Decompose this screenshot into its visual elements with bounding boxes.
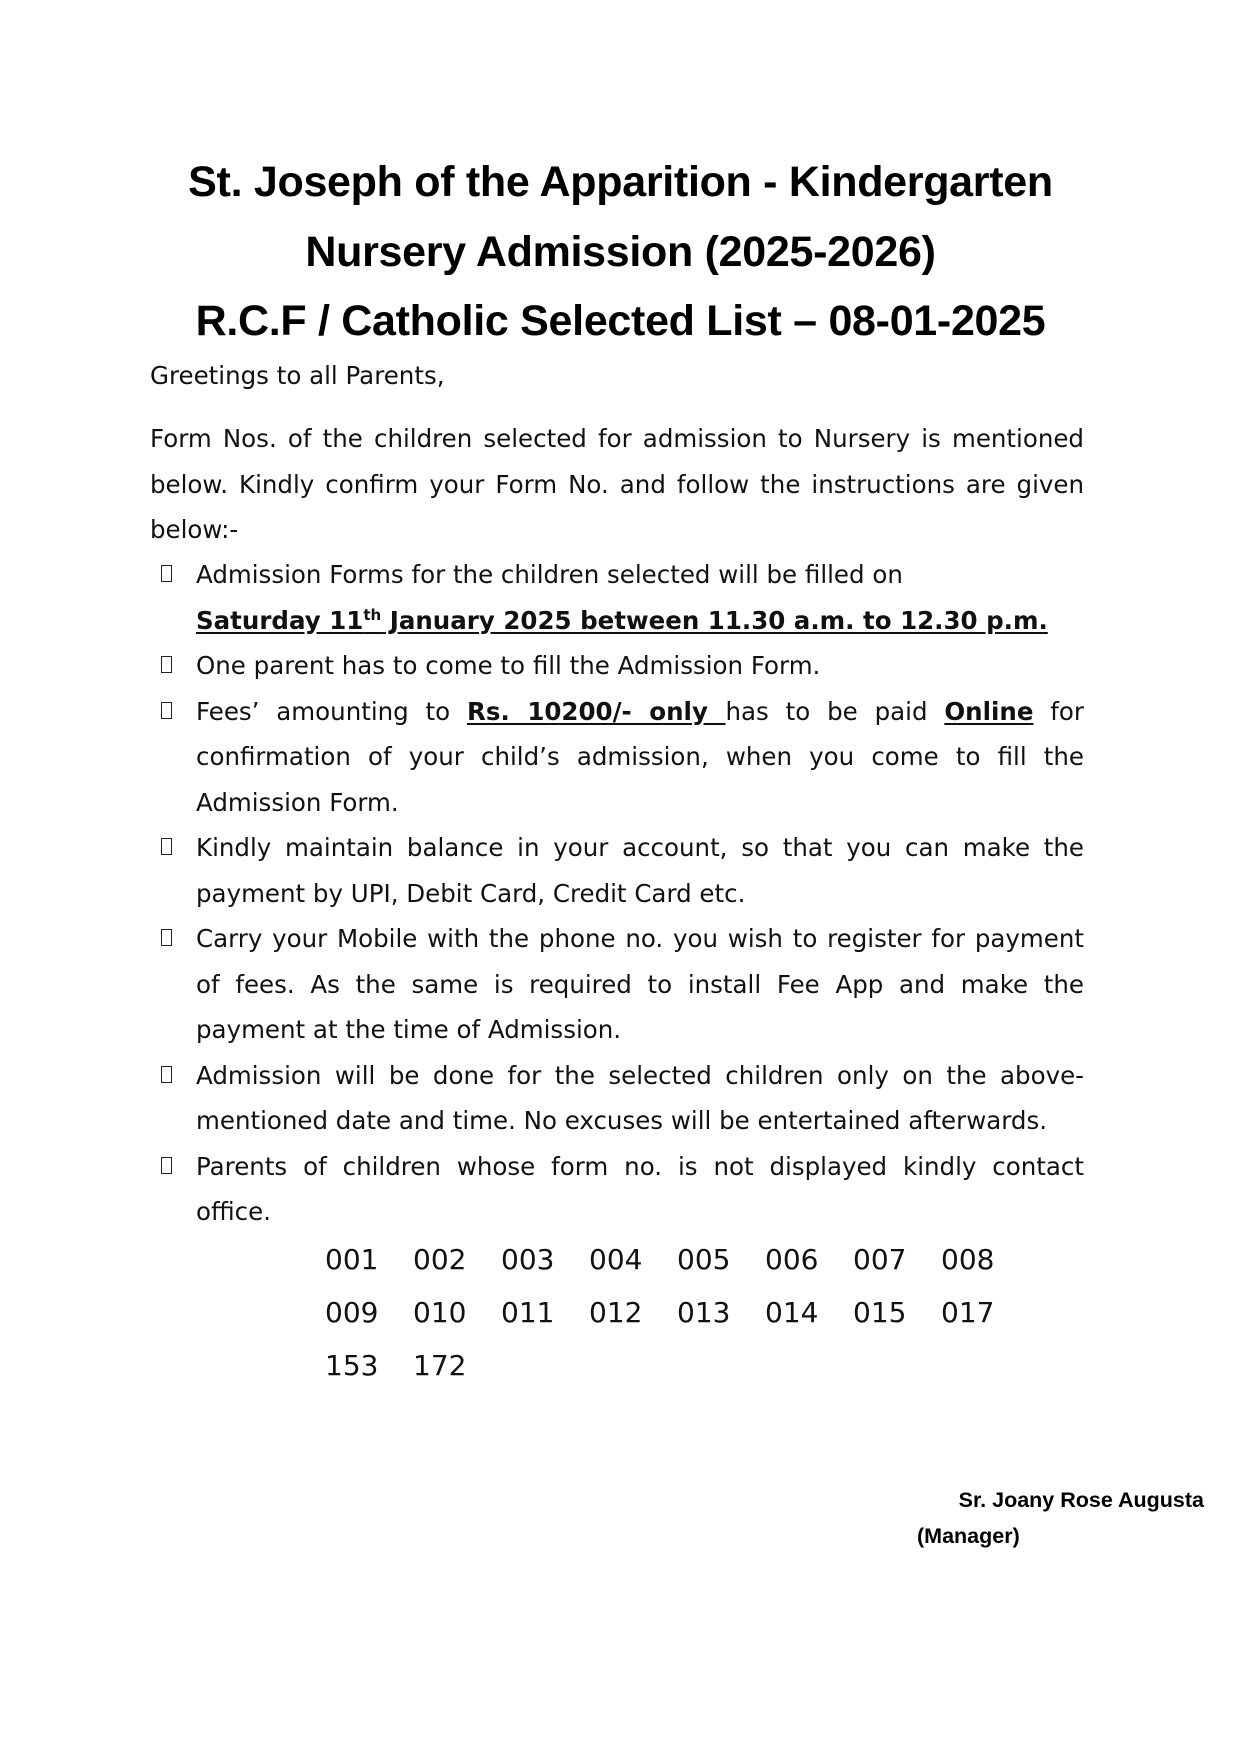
form-number: 010 — [413, 1296, 467, 1329]
square-bullet-icon — [161, 565, 172, 582]
instruction-text: One parent has to come to fill the Admission Form. — [196, 651, 821, 680]
instruction-item: Fees’ amounting to Rs. 10200/- only has to be paid Online for confirmation of your child’s admission, when you come to fill the Admission Form. — [150, 689, 1084, 826]
form-number: 007 — [853, 1243, 907, 1276]
square-bullet-icon — [161, 1066, 172, 1083]
square-bullet-icon — [161, 1157, 172, 1174]
form-number: 001 — [325, 1243, 379, 1276]
instructions-list — [150, 552, 1084, 1235]
instruction-item — [150, 825, 1084, 916]
form-number: 006 — [765, 1243, 819, 1276]
instruction-text: Kindly maintain balance in your account, so that you can make the payment by UPI, Debit Card, Credit Card etc. — [196, 833, 1084, 908]
square-bullet-icon — [161, 702, 172, 719]
form-number: 005 — [677, 1243, 731, 1276]
instruction-item — [150, 643, 1084, 689]
instruction-item — [150, 552, 1084, 643]
form-number: 012 — [589, 1296, 643, 1329]
square-bullet-icon — [161, 929, 172, 946]
instruction-text: Admission will be done for the selected children only on the above-mentioned date and time. No excuses will be entertained afterwards. — [196, 1060, 1084, 1135]
greeting-text: Greetings to all Parents, — [150, 361, 445, 390]
instruction-item — [150, 916, 1084, 1053]
instruction-text: Admission Forms for the children selected will be filled on — [196, 560, 903, 589]
instruction-item — [150, 1144, 1084, 1235]
admission-date: Saturday 11th January 2025 between 11.30 a.m. to 12.30 p.m. — [196, 605, 1048, 635]
form-number: 017 — [941, 1296, 995, 1329]
form-number: 009 — [325, 1296, 379, 1329]
fee-amount: Rs. 10200/- only — [467, 696, 726, 726]
form-number: 014 — [765, 1296, 819, 1329]
instruction-item — [150, 1053, 1084, 1144]
title-admission: Nursery Admission (2025-2026) — [305, 228, 936, 276]
signatory-role: (Manager) — [917, 1524, 1020, 1548]
form-number: 011 — [501, 1296, 555, 1329]
square-bullet-icon — [161, 838, 172, 855]
form-number: 004 — [589, 1243, 643, 1276]
payment-mode: Online — [944, 696, 1034, 726]
form-number: 002 — [413, 1243, 467, 1276]
form-number-grid — [325, 1233, 1029, 1392]
instruction-text: Parents of children whose form no. is not displayed kindly contact office. — [196, 1151, 1084, 1226]
form-number: 003 — [501, 1243, 555, 1276]
intro-paragraph: Form Nos. of the children selected for admission to Nursery is mentioned below. Kindly confirm your Form No. and follow the instructions are given below:- — [150, 424, 1084, 544]
form-number: 008 — [941, 1243, 995, 1276]
instruction-text: Carry your Mobile with the phone no. you wish to register for payment of fees. As the same is required to install Fee App and make the payment at the time of Admission. — [196, 924, 1084, 1044]
square-bullet-icon — [161, 656, 172, 673]
signatory-name: Sr. Joany Rose Augusta — [958, 1488, 1204, 1512]
form-number: 015 — [853, 1296, 907, 1329]
instruction-text: Fees’ amounting to — [196, 696, 467, 726]
title-school-name: St. Joseph of the Apparition - Kindergarten — [188, 158, 1053, 206]
title-selected-list: R.C.F / Catholic Selected List – 08-01-2025 — [195, 297, 1046, 345]
form-number: 013 — [677, 1296, 731, 1329]
form-number: 172 — [413, 1349, 467, 1382]
form-number: 153 — [325, 1349, 379, 1382]
